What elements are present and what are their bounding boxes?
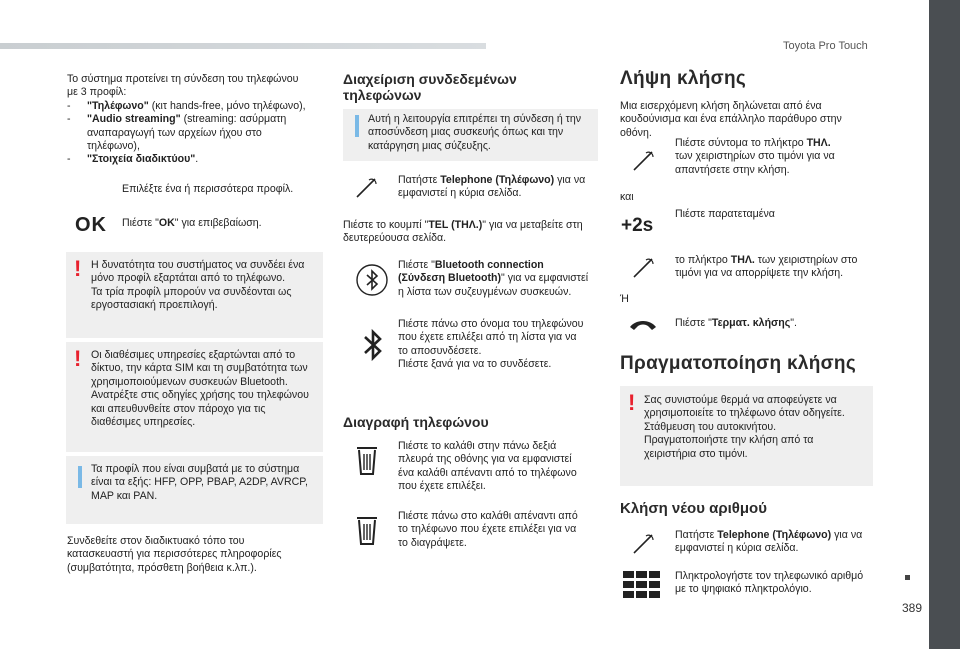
- side-tab: [929, 0, 960, 649]
- warning-box-3: ! Σας συνιστούμε θερμά να αποφεύγετε να χρησιμοποιείτε το τηλέφωνο όταν οδηγείτε. Στάθμευση του αυτοκινήτου. Πραγματοποιήστε την κλήση από τα χειριστήρια στο τιμόνι.: [620, 386, 873, 486]
- section-title-new-number: Κλήση νέου αριθμού: [620, 500, 767, 517]
- warning-box-1: ! Η δυνατότητα του συστήματος να συνδέει ένα μόνο προφίλ εξαρτάται από το τηλέφωνο. Τα τρία προφίλ μπορούν να συνδέονται ως εργοστασιακή προεπιλογή.: [66, 252, 323, 338]
- bluetooth-connection-icon: [354, 262, 390, 298]
- ok-icon: OK: [75, 214, 107, 236]
- receive-intro: Μια εισερχόμενη κλήση δηλώνεται από ένα κουδούνισμα και ένα επάλληλο παράθυρο στην οθόνη.: [620, 100, 842, 139]
- step-new-telephone: Πατήστε Telephone (Τηλέφωνο) για να εμφανιστεί η κύρια σελίδα.: [675, 529, 863, 555]
- touch-icon: [355, 177, 379, 199]
- profile-item: - "Τηλέφωνο" (κιτ hands-free, μόνο τηλέφωνο),: [67, 99, 306, 112]
- touch-icon: [632, 257, 656, 279]
- or-text: Ή: [620, 293, 629, 305]
- step-delete-1: Πιέστε το καλάθι στην πάνω δεξιά πλευρά της οθόνης για να εμφανιστεί ένα καλάθι απέναντι από το τηλέφωνο που έχετε επιλέξει.: [398, 440, 577, 493]
- step-end-call: Πιέστε "Τερματ. κλήσης".: [675, 317, 797, 329]
- header-rule: [0, 43, 486, 49]
- section-title-delete: Διαγραφή τηλεφώνου: [343, 414, 489, 430]
- warning-icon: !: [628, 390, 636, 415]
- outro-text: Συνδεθείτε στον διαδικτυακό τόπο του κατασκευαστή για περισσότερες πληροφορίες (συμβατότητα, πρόσθετη βοήθεια κ.λπ.).: [67, 535, 282, 574]
- page-number: 389: [902, 601, 923, 615]
- profile-item: - "Audio streaming" (streaming: ασύρματη: [67, 113, 287, 126]
- page-marker: [905, 575, 910, 580]
- profile-item: - "Στοιχεία διαδικτύου".: [67, 153, 199, 166]
- step-tel-button: Πιέστε το κουμπί "TEL (ΤΗΛ.)" για να μεταβείτε στη δευτερεύουσα σελίδα.: [343, 219, 583, 245]
- step-telephone: Πατήστε Telephone (Τηλέφωνο) για να εμφανιστεί η κύρια σελίδα.: [398, 174, 586, 200]
- manual-title: Toyota Pro Touch: [783, 40, 868, 52]
- trash-icon: [356, 516, 378, 546]
- and-text: και: [620, 191, 634, 203]
- hang-up-icon: [628, 316, 658, 332]
- section-title-make-call: Πραγματοποίηση κλήσης: [620, 353, 856, 374]
- choose-profiles-text: Επιλέξτε ένα ή περισσότερα προφίλ.: [122, 183, 294, 195]
- trash-icon: [356, 446, 378, 476]
- info-box-2: Αυτή η λειτουργία επιτρέπει τη σύνδεση ή την αποσύνδεση μιας συσκευής όπως και την κατάργηση μιας σύζευξης.: [343, 109, 598, 161]
- warning-icon: !: [74, 256, 82, 281]
- touch-icon: [632, 533, 656, 555]
- step-short-press: Πιέστε σύντομα το πλήκτρο ΤΗΛ. των χειριστηρίων στο τιμόνι για να απαντήσετε στην κλήση.: [675, 137, 835, 176]
- step-bluetooth: Πιέστε "Bluetooth connection (Σύνδεση Bluetooth)" για να εμφανιστεί η λίστα των συζευγμένων συσκευών.: [398, 259, 589, 298]
- bluetooth-icon: [362, 328, 384, 362]
- section-title-manage: Διαχείριση συνδεδεμένων τηλεφώνων: [343, 71, 517, 103]
- long-press-icon: +2s: [621, 215, 654, 236]
- step-dial-number: Πληκτρολογήστε τον τηλεφωνικό αριθμό με το ψηφιακό πληκτρολόγιο.: [675, 570, 864, 596]
- info-icon: [78, 466, 82, 488]
- intro-text: Το σύστημα προτείνει τη σύνδεση του τηλεφώνου με 3 προφίλ: - "Τηλέφωνο" (κιτ hands-free, μόνο τηλέφωνο), - "Audio streaming" (streaming: ασύρματη αναπαραγωγή των αρχείων ήχου στο τηλέφωνο), - "Στοιχεία διαδικτύου".: [67, 73, 327, 167]
- section-title-receive: Λήψη κλήσης: [620, 68, 747, 89]
- warning-icon: !: [74, 346, 82, 371]
- step-long-press: Πιέστε παρατεταμένα: [675, 208, 775, 220]
- touch-icon: [632, 150, 656, 172]
- ok-text: Πιέστε "OK" για επιβεβαίωση.: [122, 217, 262, 229]
- step-delete-2: Πιέστε πάνω στο καλάθι απέναντι από το τηλέφωνο που έχετε επιλέξει για να το διαγράψετε.: [398, 510, 578, 549]
- step-device-name: Πιέστε πάνω στο όνομα του τηλεφώνου που έχετε επιλέξει από τη λίστα για να το αποσυνδέσετε. Πιέστε ξανά για να το συνδέσετε.: [398, 318, 584, 371]
- keypad-icon: [623, 571, 661, 599]
- warning-box-2: ! Οι διαθέσιμες υπηρεσίες εξαρτώνται από το δίκτυο, την κάρτα SIM και τη συμβατότητα των χρησιμοποιούμενων συσκευών Bluetooth. Ανατρέξτε στις οδηγίες χρήσης του τηλεφώνου και απευθυνθείτε στον πάροχο για τις διαθέσιμες υπηρεσίες.: [66, 342, 323, 452]
- step-reject: το πλήκτρο ΤΗΛ. των χειριστηρίων στο τιμόνι για να απορρίψετε την κλήση.: [675, 254, 858, 280]
- info-icon: [355, 115, 359, 137]
- info-box-1: Τα προφίλ που είναι συμβατά με το σύστημα είναι τα εξής: HFP, OPP, PBAP, A2DP, AVRCP, MAP και PAN.: [66, 456, 323, 524]
